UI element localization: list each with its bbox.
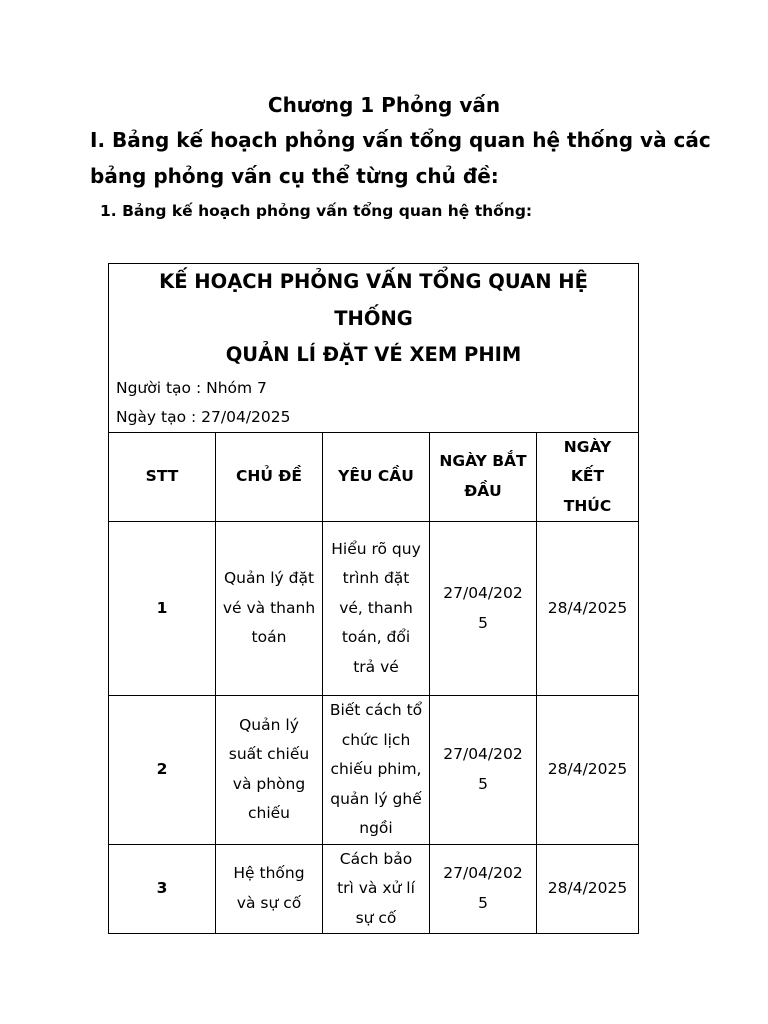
created-date-line: Ngày tạo : 27/04/2025 — [116, 407, 291, 426]
header-end-date-text: NGÀY KẾT THÚC — [563, 437, 612, 515]
row-start-date — [430, 844, 537, 934]
row-topic: Quản lý đặt vé và thanh toán — [216, 522, 323, 696]
table-header-row — [109, 432, 639, 522]
header-topic: CHỦ ĐỀ — [216, 432, 323, 522]
row-stt: 3 — [109, 844, 216, 934]
header-stt: STT — [109, 432, 216, 522]
row-end-date: 28/4/2025 — [537, 844, 639, 934]
header-end-date — [537, 432, 639, 522]
row-start-date — [430, 696, 537, 845]
row-stt: 2 — [109, 696, 216, 845]
plan-title-line2: QUẢN LÍ ĐẶT VÉ XEM PHIM — [225, 343, 522, 366]
interview-plan-table — [108, 263, 639, 934]
plan-title-line1: KẾ HOẠCH PHỎNG VẤN TỔNG QUAN HỆ THỐNG — [159, 270, 588, 330]
plan-title — [109, 264, 638, 374]
row-topic: Hệ thống và sự cố — [216, 844, 323, 934]
row-end-date: 28/4/2025 — [537, 696, 639, 845]
sub-heading: 1. Bảng kế hoạch phỏng vấn tổng quan hệ thống: — [100, 202, 533, 220]
row-requirement: Hiểu rõ quy trình đặt vé, thanh toán, đổi trả vé — [323, 522, 430, 696]
table-row — [109, 844, 639, 934]
table-title-row — [109, 264, 639, 433]
row-end-date: 28/4/2025 — [537, 522, 639, 696]
header-requirement: YÊU CẦU — [323, 432, 430, 522]
row-start-date-text: 27/04/2025 — [443, 745, 523, 793]
row-topic: Quản lý suất chiếu và phòng chiếu — [216, 696, 323, 845]
row-start-date-text: 27/04/2025 — [443, 864, 523, 912]
row-start-date-text: 27/04/2025 — [443, 584, 523, 632]
table-title-cell — [109, 264, 639, 433]
creator-line: Người tạo : Nhóm 7 — [116, 378, 267, 397]
row-requirement: Cách bảo trì và xử lí sự cố — [323, 844, 430, 934]
table-row — [109, 696, 639, 845]
row-start-date — [430, 522, 537, 696]
table-row — [109, 522, 639, 696]
header-start-date: NGÀY BẮT ĐẦU — [430, 432, 537, 522]
row-requirement: Biết cách tổ chức lịch chiếu phim, quản lý ghế ngồi — [323, 696, 430, 845]
section-heading: I. Bảng kế hoạch phỏng vấn tổng quan hệ thống và các bảng phỏng vấn cụ thể từng chủ đề: — [90, 128, 711, 188]
chapter-title: Chương 1 Phỏng vấn — [267, 93, 501, 117]
row-stt: 1 — [109, 522, 216, 696]
